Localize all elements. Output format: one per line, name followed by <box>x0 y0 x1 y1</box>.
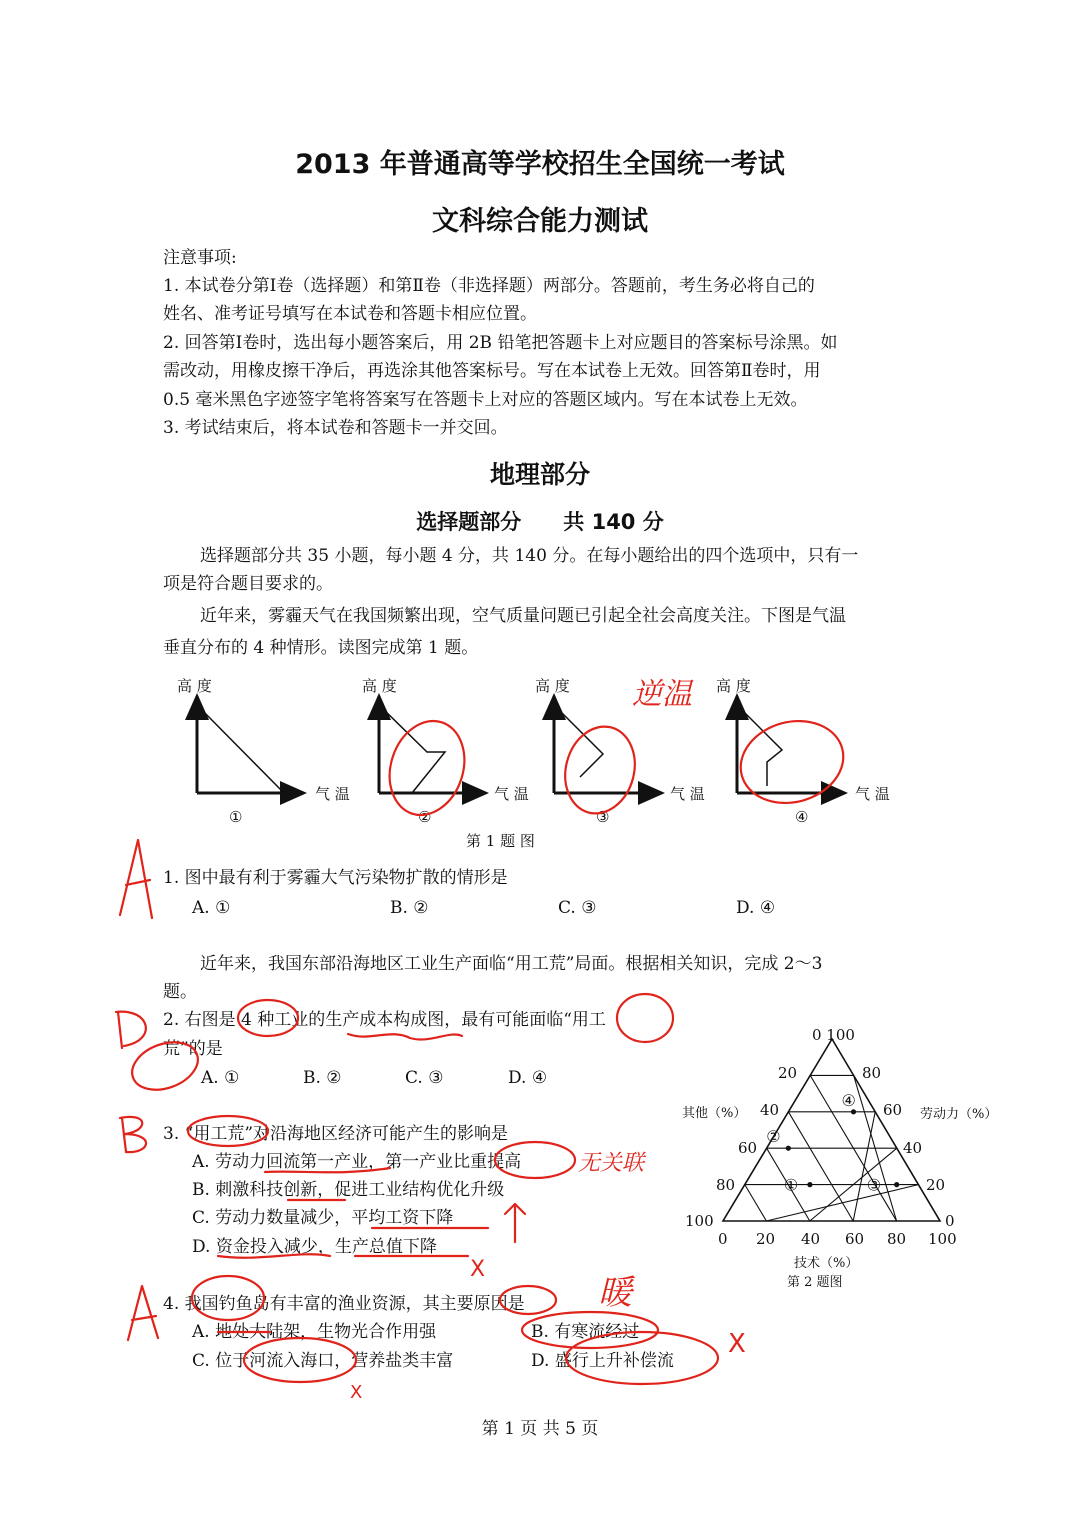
q3-circle-annotation <box>495 1142 575 1178</box>
fig2-bottom-tick: 60 <box>845 1230 865 1248</box>
fig1-temp-label-3: 气 温 <box>670 785 705 803</box>
q3-handwritten-answer <box>120 1117 146 1152</box>
q3-stem: 3. “用工荒”对沿海地区经济可能产生的影响是 <box>163 1124 509 1144</box>
fig2-left-tick: 80 <box>716 1176 736 1194</box>
passage-2: 近年来，我国东部沿海地区工业生产面临“用工荒”局面。根据相关知识，完成 2～3 <box>200 954 823 974</box>
q2-stem: 2. 右图是 4 种工业的生产成本构成图，最有可能面临“用工 <box>163 1010 606 1030</box>
fig2-bottom-tick: 80 <box>887 1230 907 1248</box>
notes-line: 姓名、准考证号填写在本试卷和答题卡相应位置。 <box>163 304 537 324</box>
q4-option-d[interactable]: D. 盛行上升补偿流 <box>531 1351 674 1371</box>
q2-option-b[interactable]: B. ② <box>303 1068 342 1088</box>
section-intro: 选择题部分共 35 小题，每小题 4 分，共 140 分。在每小题给出的四个选项中，只有一 <box>200 546 859 566</box>
section-title: 地理部分 <box>489 460 590 489</box>
passage-2: 题。 <box>163 982 197 1002</box>
fig1-height-label-2: 高 度 <box>362 677 397 695</box>
q4-handwritten-answer <box>128 1286 158 1340</box>
q2-option-a[interactable]: A. ① <box>201 1068 240 1088</box>
passage-1: 近年来，雾霾天气在我国频繁出现，空气质量问题已引起全社会高度关注。下图是气温 <box>200 606 846 626</box>
q3-arrow-annotation <box>505 1204 525 1242</box>
q2-option-c[interactable]: C. ③ <box>405 1068 444 1088</box>
page-footer: 第 1 页 共 5 页 <box>481 1419 599 1439</box>
q2-underline-annotation <box>348 1034 462 1040</box>
fig1-temp-label-1: 气 温 <box>315 785 350 803</box>
ternary-point-label: ④ <box>841 1090 856 1110</box>
fig2-apex-label: 0 100 <box>812 1026 855 1044</box>
notes-line: 2. 回答第Ⅰ卷时，选出每小题答案后，用 2B 铅笔把答题卡上对应题目的答案标号涂黑。如 <box>163 333 838 353</box>
ternary-point-label: ① <box>783 1175 799 1195</box>
exam-title: 2013 年普通高等学校招生全国统一考试 <box>295 149 785 180</box>
q2-circle-annotation <box>238 1000 298 1036</box>
fig2-left-tick: 60 <box>738 1139 758 1157</box>
fig1-caption: 第 1 题 图 <box>466 832 535 850</box>
ternary-point-label: ② <box>766 1127 781 1147</box>
passage-1: 垂直分布的 4 种情形。读图完成第 1 题。 <box>163 638 479 658</box>
q1-option-b[interactable]: B. ② <box>390 898 429 918</box>
q2-circle-annotation <box>617 994 673 1042</box>
fig1-height-label-1: 高 度 <box>177 677 212 695</box>
inversion-note: 逆温 <box>632 677 692 712</box>
q4-circle-annotation <box>500 1286 556 1314</box>
fig1-panel-1-label: ① <box>229 808 243 826</box>
q4-stem: 4. 我国钓鱼岛有丰富的渔业资源，其主要原因是 <box>163 1294 525 1314</box>
no-link-note: 无关联 <box>578 1151 645 1176</box>
fig2-bottom-tick: 100 <box>928 1230 957 1248</box>
fig2-left-tick: 20 <box>778 1064 798 1082</box>
fig2-bottom-tick: 0 <box>718 1230 728 1248</box>
q1-option-a[interactable]: A. ① <box>192 898 231 918</box>
q4-wrong-mark: X <box>728 1329 746 1359</box>
notes-line: 3. 考试结束后，将本试卷和答题卡一并交回。 <box>163 418 508 438</box>
q2-stem: 荒”的是 <box>163 1039 223 1059</box>
q1-stem: 1. 图中最有利于雾霾大气污染物扩散的情形是 <box>163 868 508 888</box>
fig2-right-tick: 40 <box>903 1139 923 1157</box>
q3-option-a[interactable]: A. 劳动力回流第一产业，第一产业比重提高 <box>192 1152 522 1172</box>
fig1-panel-4-label: ④ <box>795 808 809 826</box>
q4-circle-annotation <box>244 1338 356 1382</box>
fig2-bottom-tick: 40 <box>801 1230 821 1248</box>
q2-circle-annotation <box>126 1034 205 1099</box>
q4-option-b[interactable]: B. 有寒流经过 <box>531 1322 640 1342</box>
q3-option-c[interactable]: C. 劳动力数量减少，平均工资下降 <box>192 1208 454 1228</box>
notes-line: 0.5 毫米黑色字迹签字笔将答案写在答题卡上对应的答题区域内。写在本试卷上无效。 <box>163 390 808 410</box>
fig2-right-tick: 80 <box>862 1064 882 1082</box>
fig1-height-label-4: 高 度 <box>716 677 751 695</box>
fig2-caption: 第 2 题图 <box>787 1275 843 1290</box>
notes-line: 需改动，用橡皮擦干净后，再选涂其他答案标号。写在本试卷上无效。回答第Ⅱ卷时，用 <box>163 361 821 381</box>
fig2-left-tick: 100 <box>685 1212 714 1230</box>
warm-note: 暖 <box>598 1273 632 1313</box>
notes-line: 1. 本试卷分第Ⅰ卷（选择题）和第Ⅱ卷（非选择题）两部分。答题前，考生务必将自己的 <box>163 276 815 296</box>
fig1-temp-label-2: 气 温 <box>494 785 529 803</box>
q4-circle-annotation <box>566 1332 718 1384</box>
q3-wrong-mark: X <box>470 1257 486 1282</box>
fig2-left-tick: 40 <box>760 1101 780 1119</box>
ternary-point-label: ③ <box>866 1175 882 1195</box>
q4-option-a[interactable]: A. 地处大陆架，生物光合作用强 <box>192 1322 437 1342</box>
q3-underline-annotation <box>265 1168 390 1172</box>
fig1-panel-2-label: ② <box>418 808 432 826</box>
q1-option-c[interactable]: C. ③ <box>558 898 597 918</box>
q4-circle-annotation <box>522 1312 658 1348</box>
fig2-right-tick: 0 <box>945 1212 955 1230</box>
q3-option-d[interactable]: D. 资金投入减少，生产总值下降 <box>192 1237 437 1257</box>
fig2-right-tick: 20 <box>926 1176 946 1194</box>
notes-heading: 注意事项: <box>163 248 237 268</box>
q3-underline-annotation <box>218 1254 330 1257</box>
fig2-right-axis-label: 劳动力（%） <box>920 1107 998 1122</box>
q3-option-b[interactable]: B. 刺激科技创新，促进工业结构优化升级 <box>192 1180 505 1200</box>
q1-handwritten-answer <box>120 840 152 918</box>
fig2-bottom-axis-label: 技术（%） <box>794 1256 859 1271</box>
fig2-bottom-tick: 20 <box>756 1230 776 1248</box>
q2-option-d[interactable]: D. ④ <box>508 1068 548 1088</box>
section-subtitle: 选择题部分 共 140 分 <box>416 510 664 534</box>
q4-wrong-mark: X <box>350 1382 363 1403</box>
fig1-height-label-3: 高 度 <box>535 677 570 695</box>
fig2-right-tick: 60 <box>883 1101 903 1119</box>
fig1-temp-label-4: 气 温 <box>855 785 890 803</box>
fig1-panel-3-label: ③ <box>596 808 610 826</box>
q3-circle-annotation <box>188 1116 268 1146</box>
fig2-left-axis-label: 其他（%） <box>682 1106 747 1121</box>
exam-subtitle: 文科综合能力测试 <box>432 206 648 237</box>
q1-option-d[interactable]: D. ④ <box>736 898 776 918</box>
q4-circle-annotation <box>192 1276 264 1320</box>
q2-handwritten-answer <box>116 1012 146 1048</box>
q4-option-c[interactable]: C. 位于河流入海口，营养盐类丰富 <box>192 1351 454 1371</box>
section-intro: 项是符合题目要求的。 <box>163 574 333 594</box>
